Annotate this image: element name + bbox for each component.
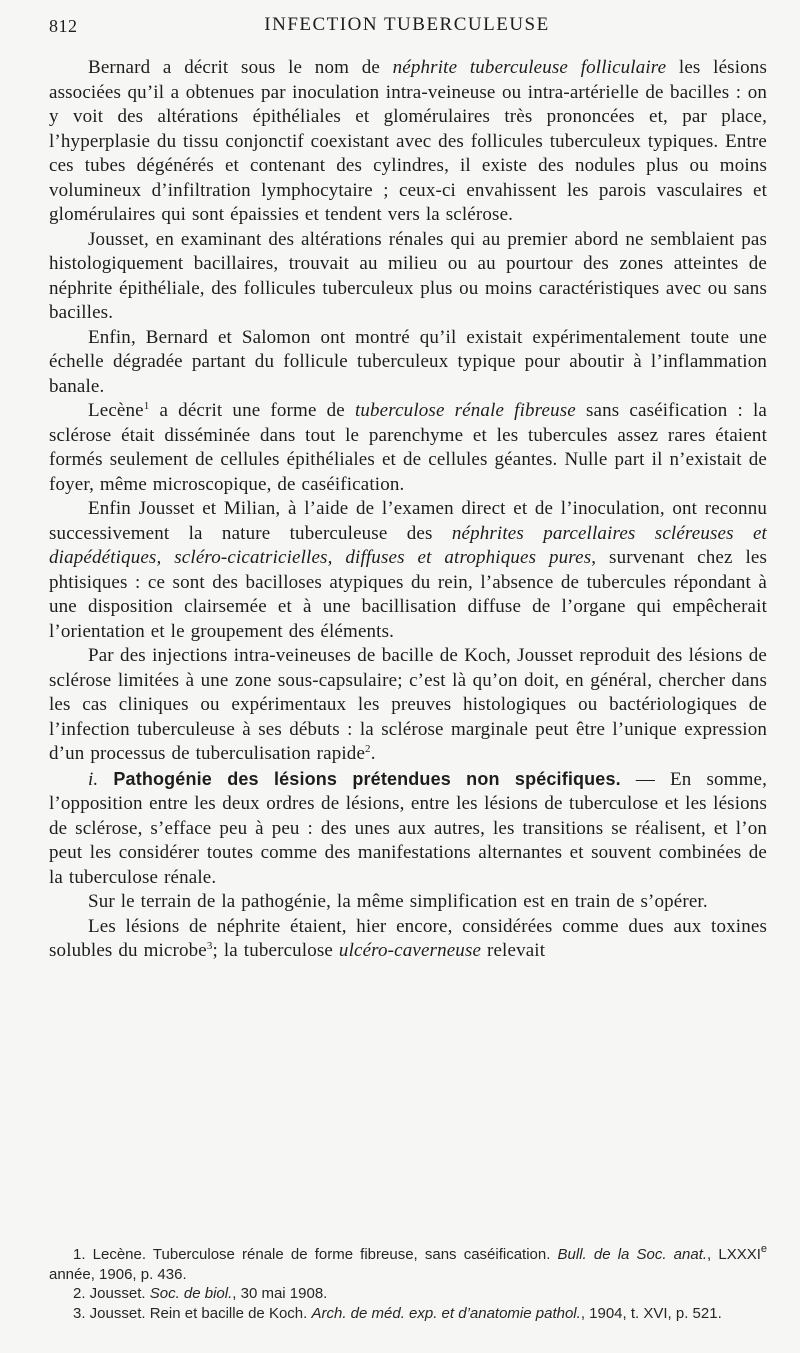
- text-run: Enfin Jousset et Milian, à l’aide de l’examen direct et de l’inoculation, ont reconnu successivement la nature tuberculeuse des: [49, 498, 767, 544]
- section-label: i.: [88, 768, 99, 790]
- paragraph: [49, 56, 767, 228]
- text-run: , 1904, t. XVI, p. 521.: [580, 1304, 722, 1322]
- italic-text: tuberculose rénale fibreuse: [354, 400, 576, 421]
- text-run: 1. Lecène. Tuberculose rénale de forme fibreuse, sans caséification.: [73, 1246, 558, 1263]
- footnote: [49, 1284, 767, 1304]
- text-run: relevait: [481, 940, 546, 961]
- text-run: Bernard a décrit sous le nom de: [88, 57, 393, 78]
- text-run: [98, 769, 113, 790]
- text-run: 2. Jousset.: [73, 1285, 150, 1302]
- text-run: , survenant chez les phtisiques : ce sont des bacilloses atypiques du rein, l’absence de tubercules répondant à une disposition clairsemée et à une bacillisation diffuse de l’organe qui empêcherait l’orientation et le groupement des éléments.: [49, 547, 767, 642]
- footnote: [49, 1304, 767, 1324]
- text-run: année, 1906, p. 436.: [49, 1265, 187, 1283]
- page-header: [49, 14, 765, 42]
- footnote: [49, 1245, 767, 1284]
- paragraph: [49, 326, 767, 400]
- page-number: 812: [49, 16, 78, 36]
- footnote-marker: 1: [143, 400, 150, 412]
- text-run: Enfin, Bernard et Salomon ont montré qu’il existait expérimentalement toute une échelle dégradée partant du follicule tuberculeux typique pour aboutir à l’inflammation banale.: [49, 326, 767, 397]
- text-run: ; la tuberculose: [212, 940, 339, 961]
- body-text: [49, 56, 767, 964]
- italic-text: ulcéro-caverneuse: [338, 940, 482, 961]
- italic-text: néphrites parcellaires scléreuses et diapédétiques, scléro-cicatricielles, diffuses et atrophiques pures: [49, 522, 767, 568]
- text-run: — En somme, l’opposition entre les deux ordres de lésions, entre les lésions de tuberculose et les lésions de sclérose, s’efface peu à peu : des unes aux autres, les transitions se réalisent, et l’on peut les considérer toutes comme des manifestations alternantes et souvent combinées de la tuberculose rénale.: [49, 768, 768, 888]
- paragraph: [49, 399, 767, 497]
- paragraph: [49, 497, 767, 644]
- text-run: , LXXXI: [707, 1246, 761, 1263]
- italic-text: néphrite tuberculeuse folliculaire: [392, 57, 667, 78]
- text-run: sans caséification : la sclérose était disséminée dans tout le parenchyme et les tubercules assez rares étaient formés seulement de cellules épithéliales et de cellules géantes. Nulle part il n’existait de foyer, même microscopique, de caséification.: [49, 400, 767, 495]
- text-run: Jousset, en examinant des altérations rénales qui au premier abord ne semblaient pas histologiquement bacillaires, trouvait au milieu ou au pourtour des zones atteintes de néphrite épithéliale, des follicules tuberculeux plus ou moins caractéristiques avec ou sans bacilles.: [49, 228, 767, 323]
- text-run: Par des injections intra-veineuses de bacille de Koch, Jousset reproduit des lésions de sclérose limitées à une zone sous-capsulaire; c’est là qu’on doit, en général, chercher dans les cas cliniques ou expérimentaux les preuves histologiques ou bactériologiques de l’infection tuberculeuse à ses débuts : la sclérose marginale peut être l’unique expression d’un processus de tuberculisation rapide: [49, 645, 767, 764]
- footnote-marker: 3: [206, 940, 213, 952]
- text-run: Les lésions de néphrite étaient, hier encore, considérées comme dues aux toxines solubles du microbe: [49, 915, 767, 961]
- italic-text: Soc. de biol.: [149, 1285, 233, 1302]
- text-run: , 30 mai 1908.: [232, 1285, 328, 1302]
- paragraph: [49, 228, 767, 326]
- text-run: .: [370, 743, 376, 764]
- running-head: INFECTION TUBERCULEUSE: [264, 14, 550, 35]
- footnotes: [49, 1245, 767, 1323]
- text-run: 3. Jousset. Rein et bacille de Koch.: [73, 1304, 312, 1322]
- text-run: Lecène: [88, 400, 144, 421]
- text-run: a décrit une forme de: [149, 400, 355, 421]
- footnote-marker: e: [760, 1243, 768, 1255]
- paragraph: [49, 890, 767, 915]
- italic-text: Bull. de la Soc. anat.: [557, 1246, 708, 1263]
- italic-text: Arch. de méd. exp. et d’anatomie pathol.: [311, 1304, 581, 1322]
- section-heading: Pathogénie des lésions prétendues non spécifiques.: [113, 768, 621, 789]
- text-run: les lésions associées qu’il a obtenues par inoculation intra-veineuse ou intra-artérielle de bacilles : on y voit des altérations épithéliales et glomérulaires très prononcées et, par place, l’hyperplasie du tissu conjonctif coexistant avec des follicules tuberculeux typiques. Entre ces tubes dégénérés et contenant des cylindres, il existe des nodules plus ou moins volumineux d’infiltration lymphocytaire ; ceux-ci envahissent les parois vasculaires et glomérulaires qui sont épaissies et tendent vers la sclérose.: [49, 57, 767, 225]
- footnote-marker: 2: [365, 743, 371, 755]
- paragraph: [49, 644, 767, 767]
- text-run: Sur le terrain de la pathogénie, la même simplification est en train de s’opérer.: [88, 891, 708, 912]
- paragraph: [49, 767, 767, 891]
- paragraph: [49, 915, 767, 964]
